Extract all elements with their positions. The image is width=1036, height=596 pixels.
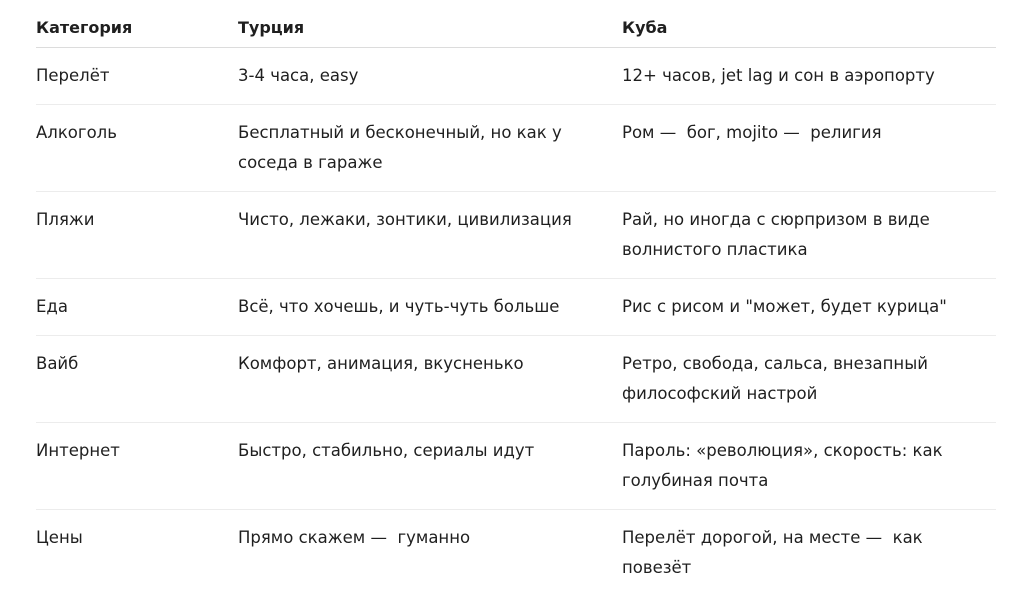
cell-turkey — [238, 192, 622, 279]
cell-cuba — [622, 48, 996, 105]
cell-category — [36, 510, 238, 596]
cell-cuba — [622, 105, 996, 192]
cell-cuba-text: Перелёт дорогой, на месте — как повезёт — [622, 523, 996, 583]
cell-category — [36, 192, 238, 279]
cell-cuba — [622, 279, 996, 336]
cell-cuba — [622, 192, 996, 279]
table-row — [36, 423, 996, 510]
header-category — [36, 0, 238, 48]
cell-cuba — [622, 510, 996, 596]
cell-category-text: Вайб — [36, 349, 238, 379]
cell-category-text: Цены — [36, 523, 238, 553]
table-row — [36, 48, 996, 105]
table-header-row — [36, 0, 996, 48]
cell-category — [36, 279, 238, 336]
cell-category-text: Пляжи — [36, 205, 238, 235]
cell-cuba-text: Ретро, свобода, сальса, внезапный философский настрой — [622, 349, 996, 409]
table-row — [36, 510, 996, 596]
cell-turkey-text: Быстро, стабильно, сериалы идут — [238, 436, 622, 466]
cell-turkey — [238, 48, 622, 105]
cell-category — [36, 423, 238, 510]
header-turkey-text: Турция — [238, 18, 622, 38]
cell-cuba-text: Пароль: «революция», скорость: как голубиная почта — [622, 436, 996, 496]
table-row — [36, 336, 996, 423]
cell-turkey-text: 3-4 часа, easy — [238, 61, 622, 91]
cell-category-text: Еда — [36, 292, 238, 322]
cell-turkey-text: Чисто, лежаки, зонтики, цивилизация — [238, 205, 622, 235]
comparison-table-container — [36, 0, 996, 596]
cell-turkey-text: Прямо скажем — гуманно — [238, 523, 622, 553]
cell-cuba-text: Ром — бог, mojito — религия — [622, 118, 996, 148]
cell-category-text: Интернет — [36, 436, 238, 466]
cell-category — [36, 48, 238, 105]
cell-turkey — [238, 105, 622, 192]
cell-category — [36, 336, 238, 423]
cell-cuba-text: 12+ часов, jet lag и сон в аэропорту — [622, 61, 996, 91]
cell-cuba-text: Рис с рисом и "может, будет курица" — [622, 292, 996, 322]
table-row — [36, 105, 996, 192]
cell-category-text: Алкоголь — [36, 118, 238, 148]
header-turkey — [238, 0, 622, 48]
cell-cuba — [622, 423, 996, 510]
table-row — [36, 279, 996, 336]
cell-turkey — [238, 336, 622, 423]
cell-category-text: Перелёт — [36, 61, 238, 91]
comparison-table — [36, 0, 996, 596]
cell-category — [36, 105, 238, 192]
cell-turkey-text: Бесплатный и бесконечный, но как у соседа в гараже — [238, 118, 622, 178]
cell-turkey-text: Всё, что хочешь, и чуть-чуть больше — [238, 292, 622, 322]
cell-turkey-text: Комфорт, анимация, вкусненько — [238, 349, 622, 379]
header-category-text: Категория — [36, 18, 238, 38]
cell-turkey — [238, 279, 622, 336]
header-cuba-text: Куба — [622, 18, 996, 38]
cell-cuba-text: Рай, но иногда с сюрпризом в виде волнистого пластика — [622, 205, 996, 265]
cell-turkey — [238, 423, 622, 510]
table-row — [36, 192, 996, 279]
header-cuba — [622, 0, 996, 48]
cell-turkey — [238, 510, 622, 596]
cell-cuba — [622, 336, 996, 423]
